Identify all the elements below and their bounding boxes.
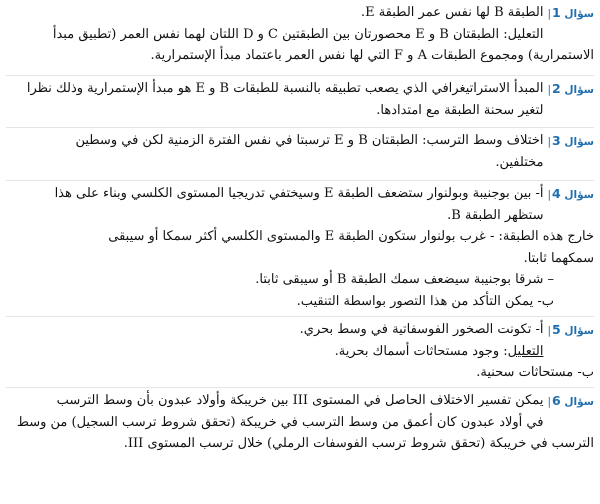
q4-line-4: سمكهما ثابتا. (523, 250, 594, 266)
q3-line-1: اختلاف وسط الترسب: الطبقتان B و E ترسبتا في نفس الفترة الزمنية لكن في وسطين (75, 133, 544, 148)
q4-line-2: ستظهر الطبقة B. (447, 207, 544, 223)
justification-text: : وجود مستحاثات أسماك بحرية. (334, 343, 508, 359)
q4-line-5: – شرقا بوجنيبة سيضعف سمك الطبقة B أو سيبقى ثابتا. (255, 272, 554, 287)
q5-line-2 (6, 341, 594, 363)
answer-q1 (6, 2, 594, 67)
q2-line-1: المبدأ الاستراتيغرافي الذي يصعب تطبيقه بالنسبة للطبقات B و E هو مبدأ الإستمرارية وذلك نظرا (26, 81, 544, 96)
divider (6, 387, 594, 388)
question-label-5: سؤال 5| (547, 322, 594, 337)
justification-label: التعليل (507, 343, 544, 359)
q4-line-3: خارج هذه الطبقة: - غرب بولنوار ستكون الطبقة E والمستوى الكلسي أكثر سمكا أو سيبقى (108, 229, 594, 244)
divider (6, 75, 594, 76)
question-label-6: سؤال 6| (547, 393, 594, 408)
q4-line-1: أ- بين بوجنيبة وبولنوار ستضعف الطبقة E وسيختفي تدريجيا المستوى الكلسي وبناء على هذا (54, 186, 544, 201)
q6-line-3: الترسب في خريبكة (تحقق شروط ترسب الفوسفات الرملي) خلال ترسب المستوى III. (123, 436, 594, 451)
q5-line-3: ب- مستحاثات سحنية. (476, 365, 594, 380)
q4-line-6: ب- يمكن التأكد من هذا التصور بواسطة التنقيب. (296, 293, 554, 309)
divider (6, 180, 594, 181)
q6-line-2: في أولاد عبدون كان أعمق من وسط الترسب في خريبكة (تحقق شروط ترسب السجيل) من وسط (16, 414, 544, 430)
question-label-1: سؤال 1| (547, 5, 594, 20)
question-label-3: سؤال 3| (547, 133, 594, 148)
answer-q4 (6, 183, 594, 312)
q3-line-2: مختلفين. (495, 154, 544, 170)
divider (6, 127, 594, 128)
q2-line-2: لتغير سحنة الطبقة مع امتدادها. (376, 102, 544, 118)
divider (6, 316, 594, 317)
answer-q2 (6, 78, 594, 121)
q5-line-1: أ- تكونت الصخور الفوسفاتية في وسط بحري. (299, 322, 544, 337)
question-label-2: سؤال 2| (547, 81, 594, 96)
answer-q5 (6, 319, 594, 384)
q1-line-2: التعليل: الطبقتان B و E محصورتان بين الطبقتين C و D اللتان لهما نفس العمر (تطبيق مبدأ (52, 26, 544, 42)
question-label-4: سؤال 4| (547, 186, 594, 201)
q1-line-3: الاستمرارية) ومجموع الطبقات A و F التي لها نفس العمر باعتماد مبدأ الإستمرارية. (150, 48, 594, 63)
answer-q6 (6, 390, 594, 455)
q1-line-1: الطبقة B لها نفس عمر الطبقة E. (360, 5, 544, 20)
answer-q3 (6, 130, 594, 173)
q6-line-1: يمكن تفسير الاختلاف الحاصل في المستوى III بين خريبكة وأولاد عبدون بأن وسط الترسب (56, 393, 544, 408)
